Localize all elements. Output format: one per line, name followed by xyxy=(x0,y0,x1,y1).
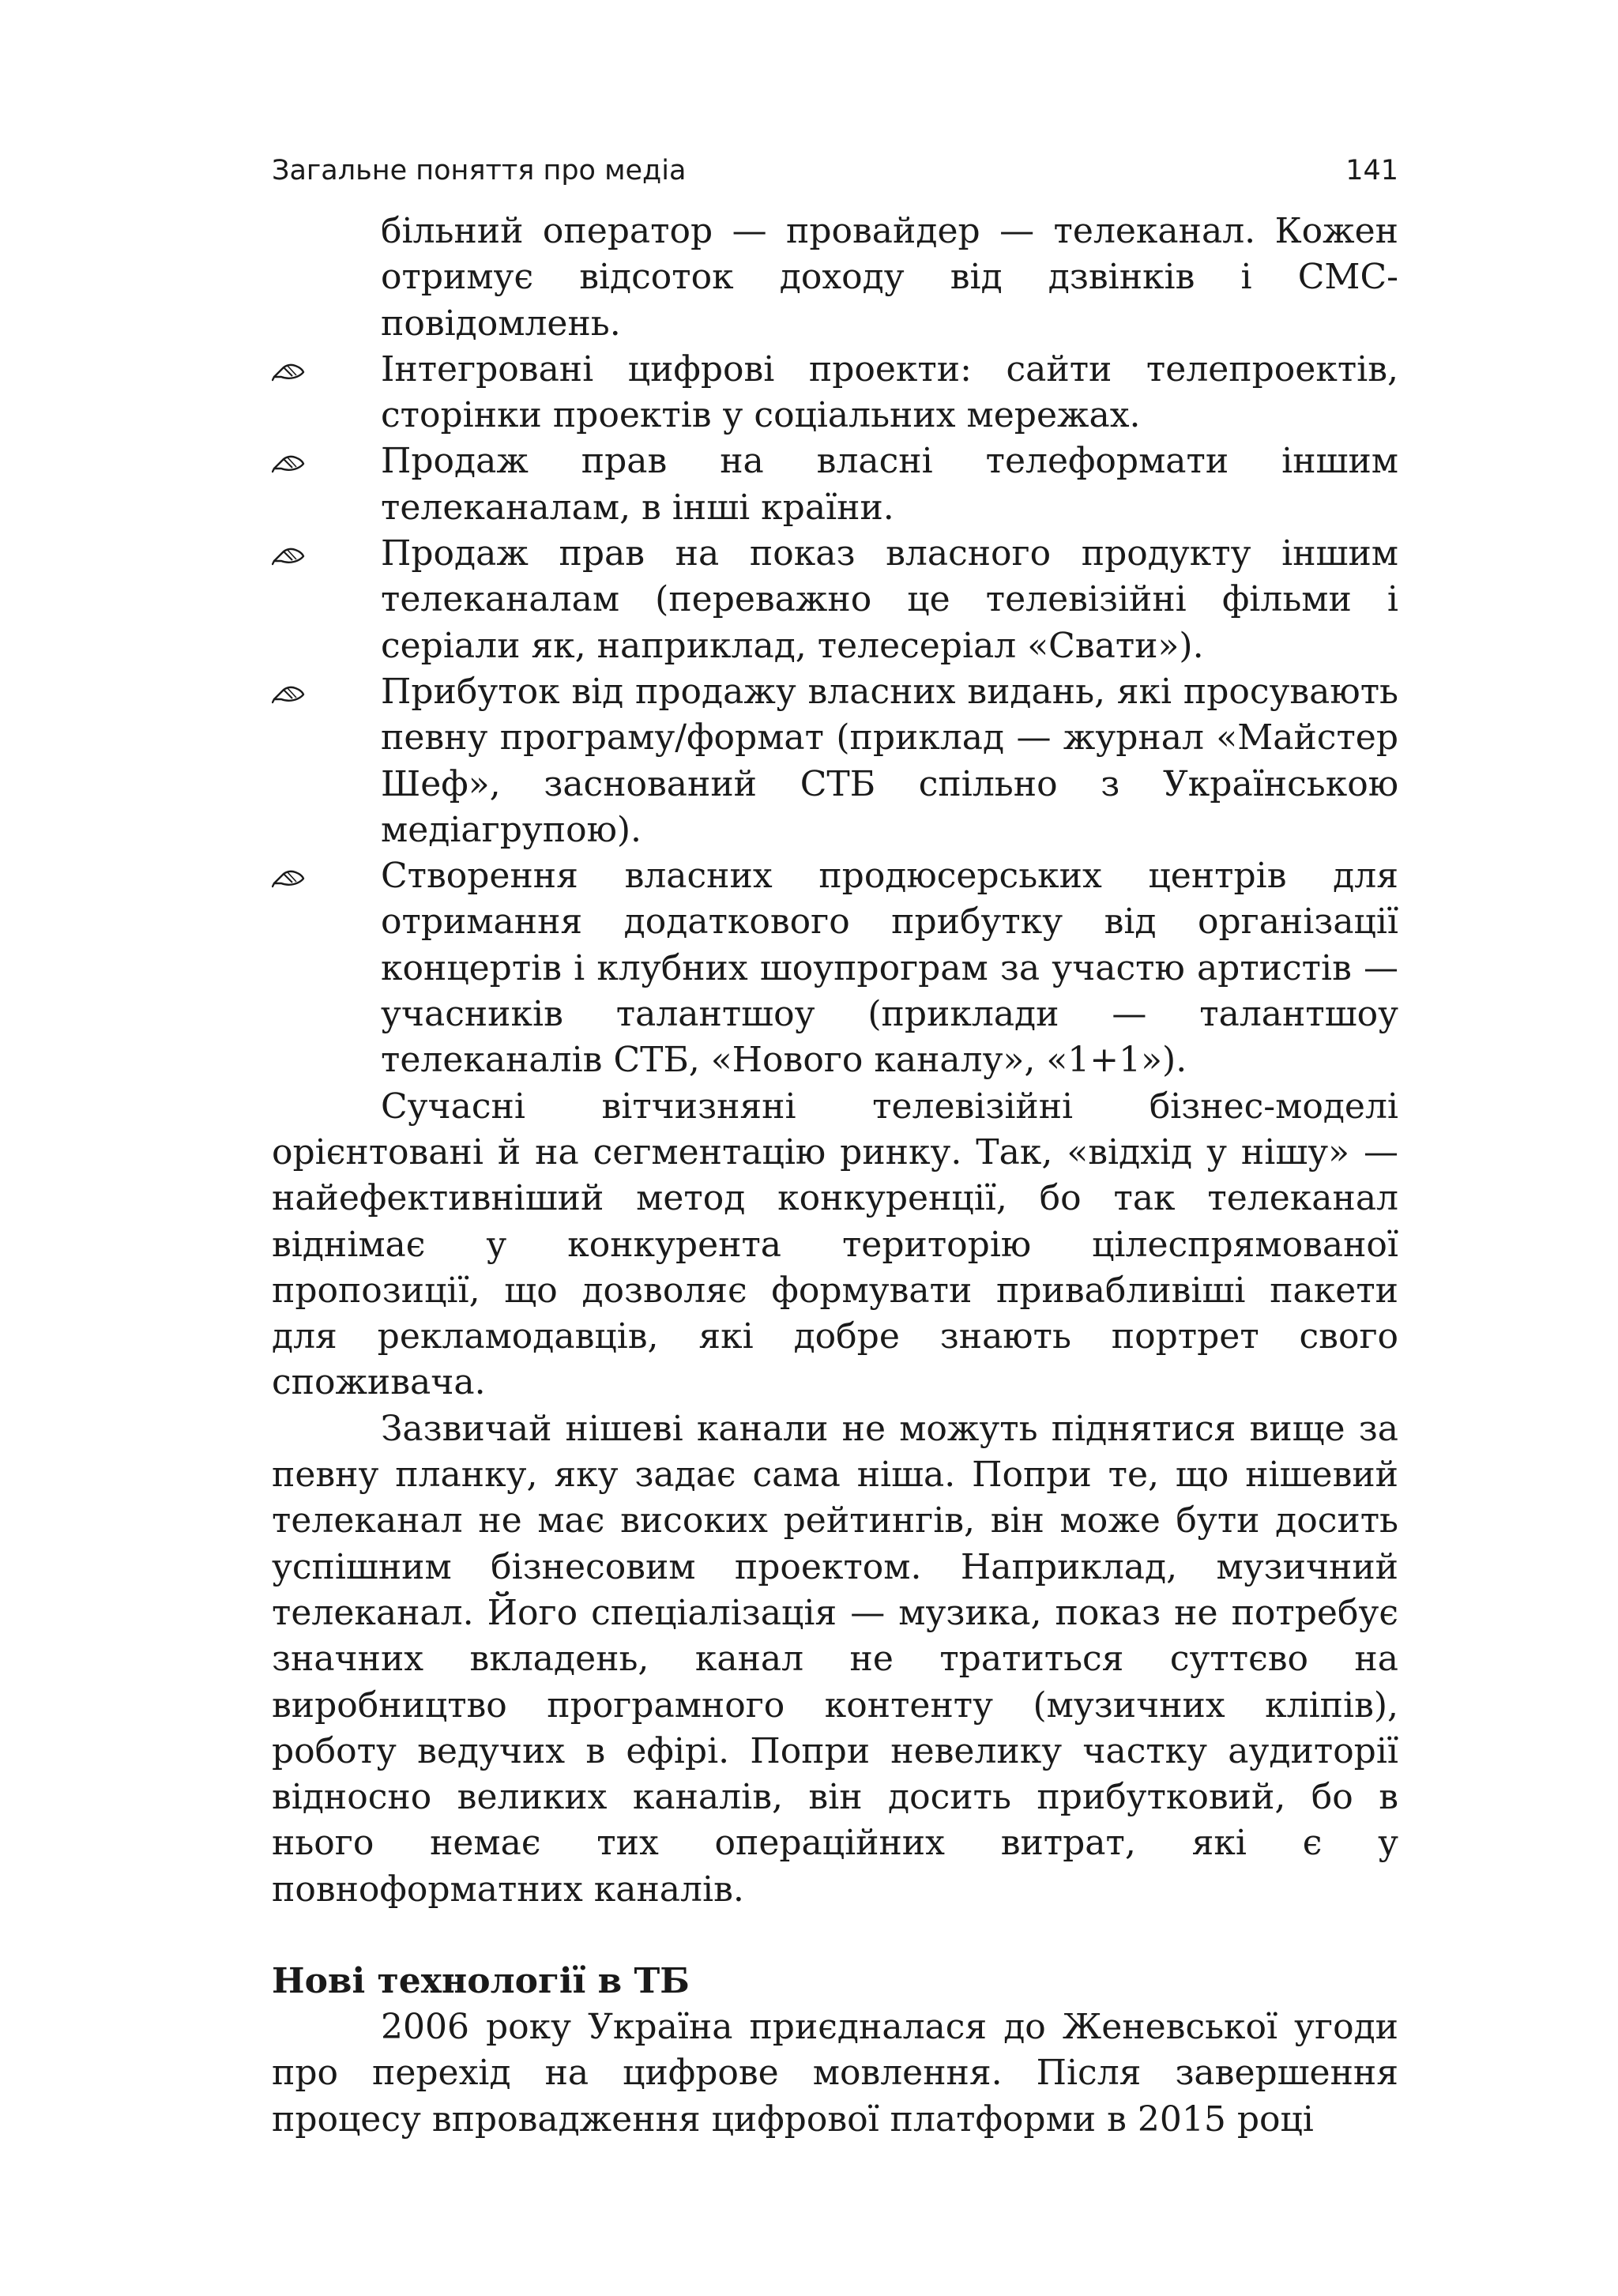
paragraph: Зазвичай нішеві канали не можуть піднятися вище за певну планку, яку задає сама ніша. Попри те, що нішевий телеканал не має високих рейтингів, він може бути досить успішним бізнесовим проектом. Наприклад, музичний телеканал. Його спеціалізація — музика, показ не потребує значних вкладень, канал не тратиться суттєво на виробництво програмного контенту (музичних кліпів), роботу ведучих в ефірі. Попри невелику частку аудиторії відносно великих каналів, він досить прибутковий, бо в нього немає тих операційних витрат, які є у повноформатних каналів. xyxy=(272,1408,1398,1910)
pen-nib-icon xyxy=(272,669,319,715)
list-item-continuation: більний оператор — провайдер — телеканал. Кожен отримує відсоток доходу від дзвінків і СМС-повідомлень. xyxy=(381,211,1398,344)
pen-nib-icon xyxy=(272,853,319,899)
list-item-text: Продаж прав на показ власного продукту іншим телеканалам (переважно це телевізійні фільми і серіали як, наприклад, телесеріал «Свати»). xyxy=(381,533,1398,666)
list-item-text: Продаж прав на власні телеформати іншим телеканалам, в інші країни. xyxy=(381,441,1398,528)
pen-nib-icon xyxy=(272,347,319,393)
list-item-text: Інтегровані цифрові проекти: сайти телепроектів, сторінки проектів у соціальних мережах. xyxy=(381,348,1398,436)
body-text xyxy=(272,209,1398,2143)
pen-nib-icon xyxy=(272,438,319,484)
page-number: 141 xyxy=(1345,155,1398,186)
section-heading: Нові технології в ТБ xyxy=(272,1960,690,2001)
running-header xyxy=(272,149,1398,193)
bullet-list xyxy=(272,347,1398,1084)
list-item xyxy=(272,347,1398,439)
pen-nib-icon xyxy=(272,531,319,577)
list-item xyxy=(272,853,1398,1083)
paragraph: Сучасні вітчизняні телевізійні бізнес-моделі орієнтовані й на сегментацію ринку. Так, «відхід у нішу» — найефективніший метод конкуренції, бо так телеканал віднімає у конкурента територію цілеспрямованої пропозиції, що дозволяє формувати привабливіші пакети для рекламодавців, які добре знають портрет свого споживача. xyxy=(272,1086,1398,1403)
list-item-text: Прибуток від продажу власних видань, які просувають певну програму/формат (приклад — журнал «Майстер Шеф», заснований СТБ спільно з Українською медіагрупою). xyxy=(381,671,1398,850)
section-paragraph: 2006 року Україна приєдналася до Женевської угоди про перехід на цифрове мовлення. Після завершення процесу впровадження цифрової платформи в 2015 році xyxy=(272,2006,1398,2140)
list-item xyxy=(272,438,1398,531)
list-item xyxy=(272,531,1398,669)
list-item-text: Створення власних продюсерських центрів для отримання додаткового прибутку від організації концертів і клубних шоупрограм за участю артистів — учасників талантшоу (приклади — талантшоу телеканалів СТБ, «Нового каналу», «1+1»). xyxy=(381,856,1398,1081)
list-item xyxy=(272,669,1398,853)
running-title: Загальне поняття про медіа xyxy=(272,155,687,186)
